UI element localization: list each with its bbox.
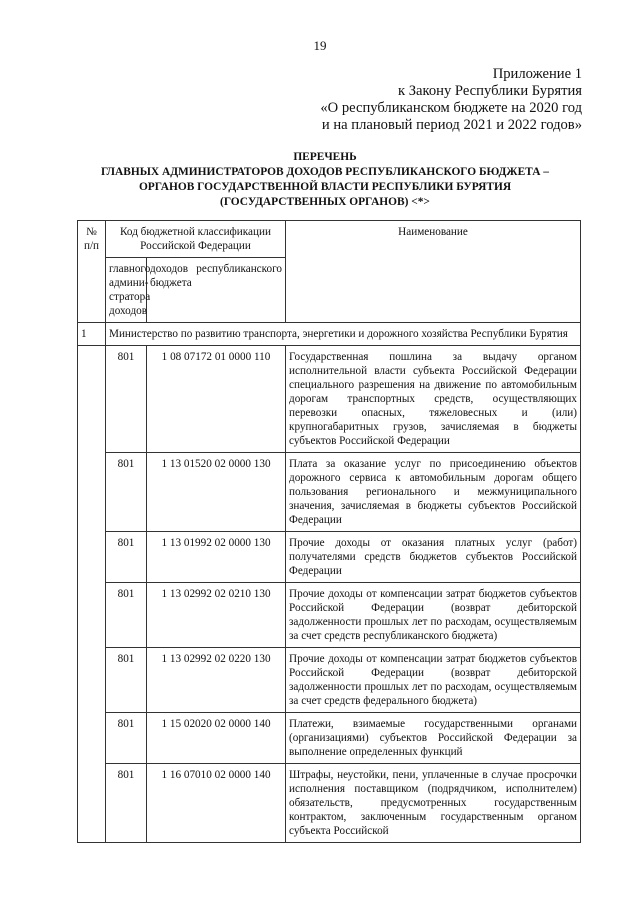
admin-code: 801 <box>106 532 147 583</box>
header-num: № п/п <box>78 221 106 323</box>
table-row <box>78 346 581 453</box>
table-header-row <box>78 221 581 258</box>
table-row <box>78 713 581 764</box>
title-line: ГЛАВНЫХ АДМИНИСТРАТОРОВ ДОХОДОВ РЕСПУБЛИКАНСКОГО БЮДЖЕТА – <box>101 166 549 178</box>
header-name: Наименование <box>286 221 581 323</box>
admin-code: 801 <box>106 764 147 843</box>
document-title <box>60 150 590 210</box>
header-revenue: доходов республиканского бюджета <box>147 258 286 323</box>
revenue-code: 1 15 02020 02 0000 140 <box>147 713 286 764</box>
group-num: 1 <box>78 323 106 346</box>
revenue-name: Государственная пошлина за выдачу органом исполнительной власти субъекта Российской Федерации специального разрешения на движение по автомобильным дорогам транспортных средств, осуществляющих перевозки опасных, тяжеловесных и (или) крупногабаритных грузов, зачисляемая в бюджеты субъектов Российской Федерации <box>286 346 581 453</box>
revenue-name: Прочие доходы от компенсации затрат бюджетов субъектов Российской Федерации (возврат дебиторской задолженности прошлых лет по расходам, осуществляемым за счет средств республиканского бюджета) <box>286 583 581 648</box>
empty-num-cell <box>78 346 106 843</box>
group-name: Министерство по развитию транспорта, энергетики и дорожного хозяйства Республики Бурятия <box>106 323 581 346</box>
revenue-code: 1 13 01520 02 0000 130 <box>147 453 286 532</box>
table-row <box>78 532 581 583</box>
table-row <box>78 764 581 843</box>
revenue-name: Платежи, взимаемые государственными органами (организациями) субъектов Российской Федерации за выполнение определенных функций <box>286 713 581 764</box>
revenue-name: Прочие доходы от оказания платных услуг (работ) получателями средств бюджетов субъектов Российской Федерации <box>286 532 581 583</box>
revenue-name: Прочие доходы от компенсации затрат бюджетов субъектов Российской Федерации (возврат дебиторской задолженности прошлых лет по расходам, осуществляемым за счет средств федерального бюджета) <box>286 648 581 713</box>
admin-code: 801 <box>106 346 147 453</box>
appendix-header <box>320 66 582 134</box>
revenue-code: 1 08 07172 01 0000 110 <box>147 346 286 453</box>
page-number: 19 <box>313 38 327 53</box>
revenue-name: Штрафы, неустойки, пени, уплаченные в случае просрочки исполнения поставщиком (подрядчиком, исполнителем) обязательств, предусмотренных государственным контрактом, заключенным государственным органом субъекта Российской <box>286 764 581 843</box>
admin-code: 801 <box>106 453 147 532</box>
revenue-code: 1 13 01992 02 0000 130 <box>147 532 286 583</box>
table-row <box>78 648 581 713</box>
revenue-code: 1 16 07010 02 0000 140 <box>147 764 286 843</box>
admin-code: 801 <box>106 713 147 764</box>
appendix-line: «О республиканском бюджете на 2020 год <box>320 100 582 116</box>
title-line: ОРГАНОВ ГОСУДАРСТВЕННОЙ ВЛАСТИ РЕСПУБЛИКИ БУРЯТИЯ <box>138 181 512 193</box>
revenue-administrators-table <box>77 220 581 843</box>
appendix-line: и на плановый период 2021 и 2022 годов» <box>321 117 582 133</box>
table-row <box>78 453 581 532</box>
table-group-row <box>78 323 581 346</box>
title-line: (ГОСУДАРСТВЕННЫХ ОРГАНОВ) <*> <box>220 196 430 208</box>
header-admin: главного админи-стратора доходов <box>106 258 147 323</box>
title-line: ПЕРЕЧЕНЬ <box>293 151 357 163</box>
admin-code: 801 <box>106 648 147 713</box>
admin-code: 801 <box>106 583 147 648</box>
appendix-line: Приложение 1 <box>492 66 582 82</box>
revenue-code: 1 13 02992 02 0210 130 <box>147 583 286 648</box>
header-code-group: Код бюджетной классификации Российской Федерации <box>106 221 286 258</box>
revenue-name: Плата за оказание услуг по присоединению объектов дорожного сервиса к автомобильным дорогам общего пользования регионального и межмуниципального значения, зачисляемая в бюджеты субъектов Российской Федерации <box>286 453 581 532</box>
revenue-code: 1 13 02992 02 0220 130 <box>147 648 286 713</box>
appendix-line: к Закону Республики Бурятия <box>397 83 582 99</box>
table-row <box>78 583 581 648</box>
